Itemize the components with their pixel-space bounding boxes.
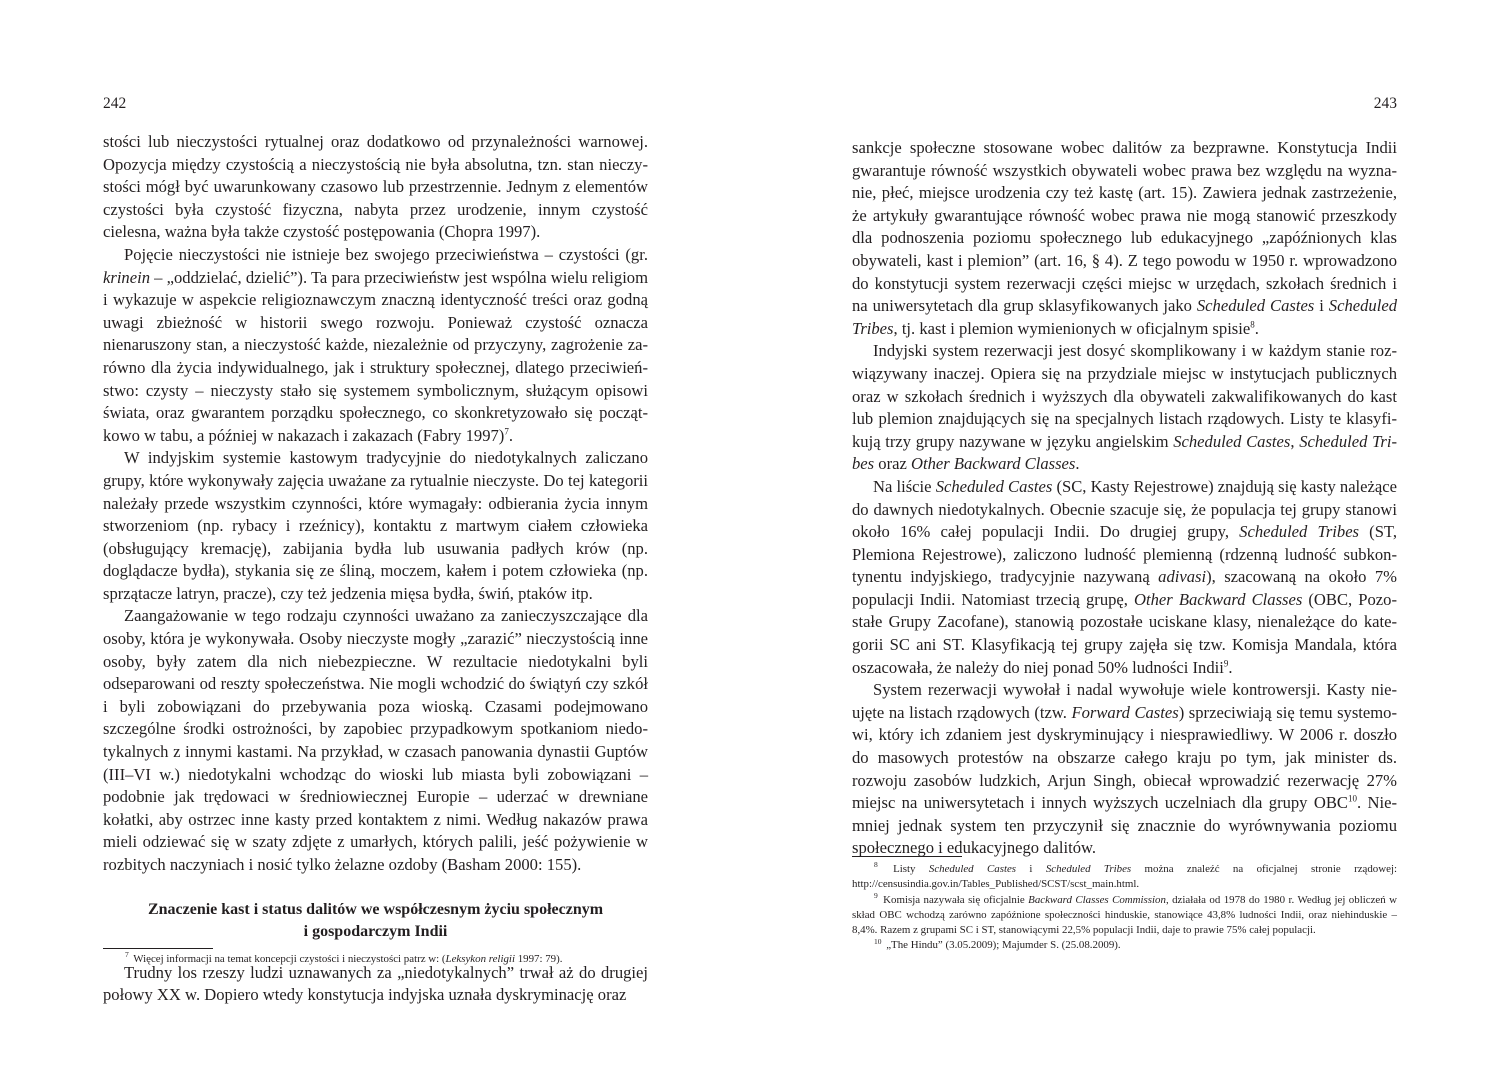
paragraph: Zaangażowanie w tego rodzaju czynności uważano za zanieczyszczające dla osoby, która je wykonywała. Osoby nieczyste mogły „zarazić” nieczystością inne osoby, były zatem dla nich niebezpieczne. W rezultacie niedotykalni byli odseparowani od reszty społeczeństwa. Nie mogli wchodzić do świątyń czy szkół i byli zobowiązani do przebywania poza wioską. Czasami podejmowano szczególne środki ostrożności, by zapobiec przypadkowym spotkaniom niedotykalnych z innymi kastami. Na przykład, w czasach panowania dynastii Guptów (III–VI w.) niedotykalni wchodząc do wioski lub miasta byli zobowiązani – podobnie jak trędowaci w średniowiecznej Europie – uderzać w drewniane kołatki, aby ostrzec inne kasty przed kontaktem z nimi. Według nakazów prawa mieli odziewać się w szaty zdjęte z umarłych, których palili, jeść pożywienie w rozbitych naczyniach i nosić tylko żelazne ozdoby (Basham 2000: 155). (103, 606, 648, 874)
footnotes (852, 856, 1397, 954)
footnote: $^7$ Więcej informacji na temat koncepcji czystości i nieczystości patrz w: (Leksykon religii 1997: 79). (125, 950, 563, 965)
page-number: 242 (103, 95, 127, 112)
paragraph: W indyjskim systemie kastowym tradycyjnie do niedotykalnych zaliczano grupy, które wykonywały zajęcia uważane za rytualnie nieczyste. Do tej kategorii należały przede wszystkim czynności, które wymagały: odbierania życia innym stworzeniom (np. rybacy i rzeźnicy), kontaktu z martwym ciałem człowieka (obsługujący kremację), zabijania bydła lub usuwania padłych krów (np. doglądacze bydła), stykania się ze śliną, moczem, kałem i potem człowieka (np. sprzątacze latryn, pracze), czy też jedzenia mięsa bydła, świń, ptaków itp. (103, 448, 648, 603)
section-heading-line: Znaczenie kast i status dalitów we współczesnym życiu społecznym (147, 900, 604, 918)
footnote: $^9$ Komisja nazywała się oficjalnie Backward Classes Commission, działała od 1978 do 1980 r. Według jej obliczeń w skład OBC wchodzą zarówno zapóźnione społeczności hinduskie, stanowiące 43,8% ludności Indii, oraz niehinduskie – 8,4%. Razem z grupami SC i ST, stanowiącymi 22,5% populacji Indii, daje to prawie 75% całej populacji. (852, 890, 1397, 937)
footnote-rule (103, 948, 213, 949)
paragraph: Na liście Scheduled Castes (SC, Kasty Rejestrowe) znajdują się kasty należące do dawnych niedotykalnych. Obecnie szacuje się, że populacja tej grupy stanowi około 16% całej populacji Indii. Do drugiej grupy, Scheduled Tribes (ST, Plemiona Rejestrowe), zaliczono ludność plemienną (rdzenną ludność subkontynentu indyjskiego, tradycyjnie nazywaną adivasi), szacowaną na około 7% populacji Indii. Natomiast trzecią grupę, Other Backward Classes (OBC, Pozostałe Grupy Zacofane), stanowią pozostałe uciskane klasy, nienależące do kategorii SC ani ST. Klasyfikacją tej grupy zajęła się tzw. Komisja Mandala, która oszacowała, że należy do niej ponad 50% ludności Indii$^9$. (852, 476, 1398, 677)
footnote-rule (852, 856, 962, 857)
left-page (103, 0, 648, 1086)
left-page-body (103, 131, 648, 1007)
footnote: $^8$ Listy Scheduled Castes i Scheduled Tribes można znaleźć na oficjalnej stronie rządowej: http://censusindia.gov.in/Tables_Published/SCST/scst_main.html. (852, 860, 1397, 891)
right-page (852, 0, 1397, 1086)
paragraph: Trudny los rzeszy ludzi uznawanych za „niedotykalnych” trwał aż do drugiej połowy XX w. Dopiero wtedy konstytucja indyjska uznała dyskryminację oraz (103, 962, 648, 1005)
paragraph: stości lub nieczystości rytualnej oraz dodatkowo od przynależności warnowej. Opozycja między czystością a nieczystością nie była absolutna, tzn. stan nieczystości mógł być uwarunkowany czasowo lub przestrzennie. Jednym z elementów czystości była czystość fizyczna, nabyta przez urodzenie, innym czystość cielesna, ważna była także czystość postępowania (Chopra 1997). (103, 132, 648, 242)
footnotes (103, 948, 648, 967)
paragraph: System rezerwacji wywołał i nadal wywołuje wiele kontrowersji. Kasty nieujęte na listach rządowych (tzw. Forward Castes) sprzeciwiają się temu systemowi, który ich zdaniem jest dyskryminujący i niesprawiedliwy. W 2006 r. doszło do masowych protestów na obszarze całego kraju po tym, jak minister ds. rozwoju zasobów ludzkich, Arjun Singh, obiecał wprowadzić rezerwację 27% miejsc na uniwersytetach i innych wyższych uczelniach dla grupy OBC$^{10}$. Niemniej jednak system ten przyczynił się znacznie do wyrównywania poziomu społecznego i edukacyjnego dalitów. (852, 680, 1397, 858)
footnote: $^{10}$ „The Hindu” (3.05.2009); Majumder S. (25.08.2009). (874, 936, 1121, 952)
section-heading-line: i gospodarczym Indii (303, 923, 448, 941)
section-heading (103, 899, 648, 944)
right-page-body (852, 137, 1397, 860)
paragraph: Indyjski system rezerwacji jest dosyć skomplikowany i w każdym stanie rozwiązywany inaczej. Opiera się na przydziale miejsc w instytucjach publicznych oraz w szkołach średnich i wyższych dla obywateli zakwalifikowanych do kast lub plemion znajdujących się na specjalnych listach rządowych. Listy te klasyfikują trzy grupy nazywane w języku angielskim Scheduled Castes, Scheduled Tribes oraz Other Backward Classes. (852, 341, 1397, 474)
paragraph: sankcje społeczne stosowane wobec dalitów za bezprawne. Konstytucja Indii gwarantuje równość wszystkich obywateli wobec prawa bez względu na wyznanie, płeć, miejsce urodzenia czy też kastę (art. 15). Zawiera jednak zastrzeżenie, że artykuły gwarantujące równość wobec prawa nie mogą stanowić przeszkody dla podnoszenia poziomu społecznego lub edukacyjnego „zapóźnionych klas obywateli, kast i plemion” (art. 16, § 4). Z tego powodu w 1950 r. wprowadzono do konstytucji system rezerwacji części miejsc w urzędach, szkołach średnich i na uniwersytetach dla grup sklasyfikowanych jako Scheduled Castes i Scheduled Tribes, tj. kast i plemion wymienionych w oficjalnym spisie$^8$. (852, 138, 1397, 338)
paragraph: Pojęcie nieczystości nie istnieje bez swojego przeciwieństwa – czystości (gr. krinein – „oddzielać, dzielić”). Ta para przeciwieństw jest wspólna wielu religiom i wykazuje w aspekcie religioznawczym znaczną identyczność treści oraz godną uwagi zbieżność w historii swego rozwoju. Ponieważ czystość oznacza nienaruszony stan, a nieczystość każde, niezależnie od przyczyny, zagrożenie zarówno dla życia indywidualnego, jak i struktury społecznej, dlatego przeciwieństwo: czysty – nieczysty stało się systemem symbolicznym, służącym opisowi świata, oraz gwarantem porządku społecznego, co skonkretyzowało się początkowo w tabu, a później w nakazach i zakazach (Fabry 1997)$^7$. (103, 244, 649, 445)
page-number: 243 (1373, 95, 1397, 112)
